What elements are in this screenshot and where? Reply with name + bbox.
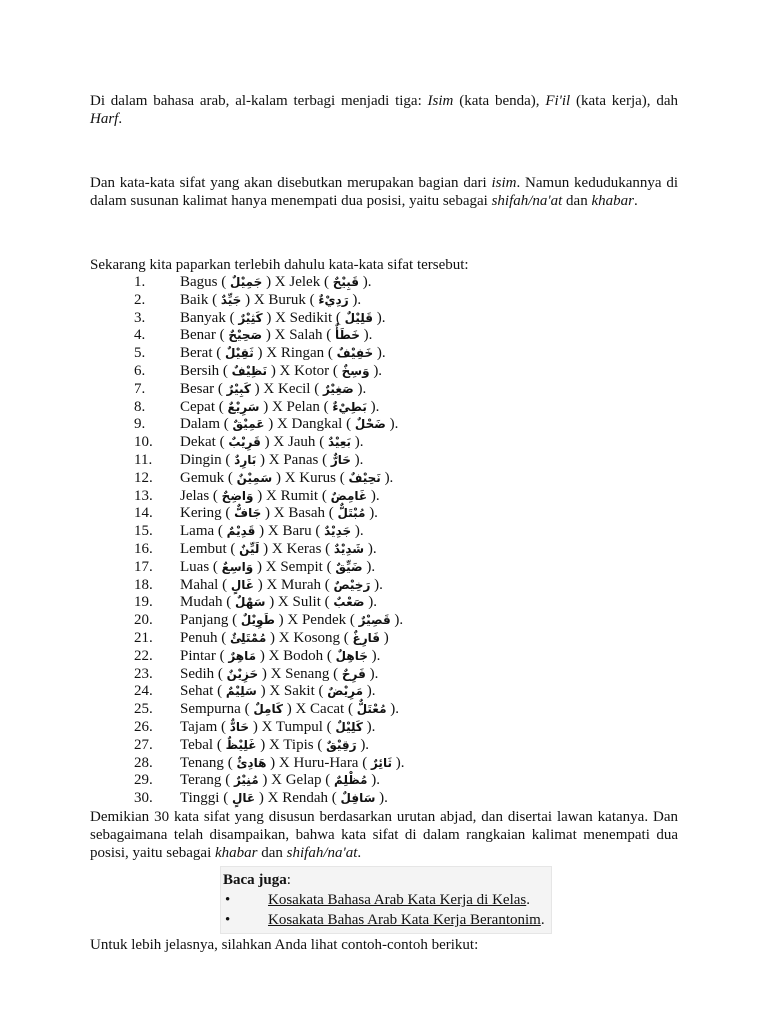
item-word: Tebal [180, 736, 214, 753]
item-opposite: Tipis [283, 736, 314, 753]
item-word: Kering [180, 505, 222, 522]
item-entry: Benar ( صَحِيْحٌ ) X Salah ( خَطَأٌ ). [180, 327, 373, 344]
item-entry: Berat ( ثَقِيْلٌ ) X Ringan ( خَفِيْفٌ ). [180, 345, 386, 362]
item-arabic: مُمْتَلِئٌ [230, 630, 267, 645]
item-number: 18. [134, 576, 153, 593]
item-entry: Tebal ( غَلِيْظٌ ) X Tipis ( رَقِيْقٌ ). [180, 736, 370, 753]
closing-paragraph: Untuk lebih jelasnya, silahkan Anda lihat contoh-contoh berikut: [90, 936, 479, 953]
term-isim: Isim [427, 93, 454, 109]
item-arabic: طَوِيْلٌ [240, 613, 275, 628]
link-end-punct: . [526, 891, 530, 908]
item-word: Berat [180, 345, 213, 362]
item-word: Banyak [180, 309, 226, 326]
item-end: ). [384, 469, 394, 486]
list-item [90, 310, 678, 328]
bullet-icon: • [225, 891, 231, 908]
intro-text-2: (kata benda), [453, 93, 546, 109]
list-item [90, 612, 678, 630]
item-entry: Lama ( قَدِيْمٌ ) X Baru ( جَدِيْدٌ ). [180, 523, 364, 540]
list-item [90, 737, 678, 755]
item-end: ). [352, 291, 362, 308]
item-number: 30. [134, 790, 153, 807]
item-arabic: جَيِّدٌ [220, 292, 242, 307]
item-number: 4. [134, 327, 146, 344]
link-kata-kerja-berantonim[interactable]: Kosakata Bahas Arab Kata Kerja Berantonim [268, 911, 541, 928]
item-end: ). [367, 540, 377, 557]
item-word: Tajam [180, 718, 218, 735]
item-arabic-opposite: جَاهِلٌ [335, 648, 368, 663]
item-end: ). [368, 594, 377, 611]
item-number: 29. [134, 772, 153, 789]
item-entry: Sehat ( سَلِيْمٌ ) X Sakit ( مَرِيْضٌ ). [180, 683, 376, 700]
item-arabic: هَادِئٌ [236, 755, 267, 770]
item-end: ). [363, 327, 373, 344]
read-also-title-text: Baca juga [223, 871, 287, 888]
list-item [90, 648, 678, 666]
item-opposite: Tumpul [275, 718, 323, 735]
item-opposite: Gelap [285, 772, 322, 789]
item-arabic-opposite: ثَائِرٌ [370, 755, 392, 770]
item-number: 26. [134, 718, 153, 735]
item-opposite: Sedikit [289, 309, 333, 326]
list-item [90, 541, 678, 559]
list-item [90, 790, 678, 808]
item-number: 12. [134, 469, 153, 486]
list-item [90, 666, 678, 684]
item-arabic-opposite: بَطِيْءٌ [332, 399, 367, 414]
item-word: Terang [180, 772, 222, 789]
item-arabic: سَهْلٌ [235, 595, 266, 610]
list-item [90, 772, 678, 790]
item-word: Sempurna [180, 701, 241, 718]
item-word: Bersih [180, 362, 220, 379]
read-also-item [221, 890, 551, 910]
item-entry: Tenang ( هَادِئٌ ) X Huru-Hara ( ثَائِرٌ ). [180, 754, 405, 771]
item-arabic-opposite: قَلِيْلٌ [344, 310, 374, 325]
item-word: Penuh [180, 629, 218, 646]
intro-paragraph [90, 92, 678, 128]
item-arabic: حَزِيْنٌ [226, 666, 259, 681]
item-arabic-opposite: حَارٌّ [330, 452, 351, 467]
item-entry: Cepat ( سَرِيْعٌ ) X Pelan ( بَطِيْءٌ ). [180, 398, 380, 415]
item-arabic-opposite: مُظْلِمٌ [334, 773, 368, 788]
item-arabic: كَامِلٌ [253, 702, 283, 717]
item-number: 24. [134, 683, 153, 700]
link-end-punct: . [540, 911, 545, 928]
item-arabic: قَرِيْبٌ [228, 435, 261, 450]
item-number: 7. [134, 380, 146, 397]
list-item [90, 488, 678, 506]
list-item [90, 505, 678, 523]
item-number: 27. [134, 736, 153, 753]
list-item [90, 416, 678, 434]
read-also-colon: : [286, 871, 291, 888]
item-arabic-opposite: كَلِيْلٌ [335, 719, 363, 734]
item-word: Sedih [180, 665, 215, 682]
list-item [90, 345, 678, 363]
item-opposite: Jelek [289, 274, 321, 290]
item-end: ). [390, 701, 399, 718]
term-khabar: khabar [591, 193, 634, 209]
item-number: 15. [134, 523, 153, 540]
item-opposite: Basah [288, 505, 325, 522]
item-arabic-opposite: فَرِحٌ [341, 666, 366, 681]
list-item [90, 399, 678, 417]
item-end: ). [370, 398, 380, 415]
list-item [90, 630, 678, 648]
para4-text-1: Demikian 30 kata sifat yang disusun berdasarkan urutan abjad, dan disertai lawan katanya. Dan sebagaimana telah disampaikan, bahwa kata sifat di dalam rangkaian kalimat menempati dua posisi, yaitu sebagai [90, 808, 678, 861]
item-number: 8. [134, 398, 146, 415]
item-opposite: Sulit [292, 594, 321, 611]
item-opposite: Panas [283, 451, 319, 468]
list-item [90, 452, 678, 470]
item-entry: Panjang ( طَوِيْلٌ ) X Pendek ( قَصِيْرٌ ). [180, 612, 404, 629]
item-arabic: مَاهِرٌ [228, 648, 257, 663]
item-end: ). [354, 451, 364, 468]
item-end: ). [394, 612, 404, 629]
item-arabic-opposite: صَعْبٌ [333, 595, 365, 610]
item-arabic-opposite: ضَحْلٌ [354, 417, 386, 432]
term-harf: Harf [90, 111, 119, 127]
item-end: ). [360, 736, 370, 753]
term-khabar-2: khabar [214, 844, 258, 861]
item-number: 21. [134, 629, 153, 646]
item-entry: Sedih ( حَزِيْنٌ ) X Senang ( فَرِحٌ ). [180, 665, 379, 682]
para2-text-3: dan [562, 193, 592, 209]
item-arabic: عَمِيْقٌ [232, 417, 265, 432]
item-opposite: Buruk [268, 291, 306, 308]
item-end: ). [389, 416, 399, 433]
item-word: Mahal [180, 576, 219, 593]
item-arabic: غَلِيْظٌ [225, 737, 257, 752]
item-number: 9. [134, 416, 146, 433]
read-also-title [221, 870, 551, 890]
item-arabic: مُنِيْرٌ [233, 773, 259, 788]
para4-text-2: dan [257, 844, 287, 861]
item-arabic-opposite: خَفِيْفٌ [336, 346, 374, 361]
item-word: Mudah [180, 594, 223, 611]
item-number: 25. [134, 701, 153, 718]
list-item [90, 292, 678, 310]
item-end: ). [374, 576, 383, 593]
item-number: 11. [134, 451, 153, 468]
list-item [90, 719, 678, 737]
item-opposite: Cacat [310, 701, 345, 718]
item-opposite: Baru [282, 523, 312, 540]
item-arabic: جَمِيْلٌ [230, 275, 263, 289]
item-word: Benar [180, 327, 216, 344]
item-end: ). [376, 309, 386, 326]
document-page [90, 92, 678, 954]
list-item [90, 470, 678, 488]
item-number: 28. [134, 754, 153, 771]
item-opposite: Kecil [277, 380, 311, 397]
item-opposite: Kurus [299, 469, 336, 486]
item-number: 5. [134, 345, 146, 362]
item-opposite: Ringan [280, 345, 325, 362]
item-arabic: غَالٍ [230, 577, 254, 592]
item-entry: Banyak ( كَثِيْرٌ ) X Sedikit ( قَلِيْلٌ ). [180, 309, 386, 326]
list-item [90, 381, 678, 399]
item-number: 2. [134, 291, 146, 308]
item-entry: Penuh ( مُمْتَلِئٌ ) X Kosong ( فَارِغٌ ) [180, 629, 389, 646]
item-arabic: كَثِيْرٌ [238, 310, 263, 325]
intro-text-1: Di dalam bahasa arab, al-kalam terbagi menjadi tiga: [90, 93, 428, 109]
item-arabic-opposite: رَدِيْءٌ [318, 292, 349, 307]
adjective-list [90, 274, 678, 808]
item-end: ). [354, 434, 364, 451]
item-opposite: Rumit [280, 487, 319, 504]
read-also-item [221, 910, 551, 930]
item-entry: Tajam ( حَادٌّ ) X Tumpul ( كَلِيْلٌ ). [180, 718, 376, 735]
item-word: Dalam [180, 416, 220, 433]
item-word: Luas [180, 558, 210, 575]
item-entry: Dekat ( قَرِيْبٌ ) X Jauh ( بَعِيْدٌ ). [180, 434, 364, 451]
item-number: 23. [134, 665, 153, 682]
item-entry: Gemuk ( سَمِيْنٌ ) X Kurus ( نَحِيْفٌ ). [180, 469, 394, 486]
item-opposite: Pendek [301, 612, 347, 629]
item-arabic-opposite: ضَيِّقٌ [335, 559, 363, 574]
item-entry: Luas ( وَاسِعٌ ) X Sempit ( ضَيِّقٌ ). [180, 558, 376, 575]
item-arabic: سَرِيْعٌ [227, 399, 260, 414]
term-shifah-2: shifah/na'at [286, 844, 358, 861]
item-word: Baik [180, 291, 209, 308]
item-end: ). [395, 754, 405, 771]
item-end: ). [354, 523, 364, 540]
list-item [90, 434, 678, 452]
item-arabic-opposite: وَسِخٌ [341, 363, 370, 378]
item-word: Cepat [180, 398, 215, 415]
item-arabic: جَافٌّ [234, 506, 262, 521]
item-opposite: Senang [285, 665, 330, 682]
item-number: 6. [134, 362, 146, 379]
term-shifah: shifah/na'at [491, 193, 563, 209]
item-arabic: قَدِيْمٌ [226, 524, 256, 539]
item-opposite: Salah [289, 327, 323, 344]
item-arabic: عَالٍ [231, 791, 256, 806]
item-word: Tinggi [180, 790, 220, 807]
item-opposite: Kotor [294, 362, 330, 379]
item-arabic-opposite: مُعْتَلٌّ [356, 702, 387, 717]
item-arabic-opposite: جَدِيْدٌ [324, 524, 352, 539]
item-entry: Tinggi ( عَالٍ ) X Rendah ( سَافِلٌ ). [180, 790, 388, 807]
item-word: Lama [180, 523, 215, 540]
item-entry: Pintar ( مَاهِرٌ ) X Bodoh ( جَاهِلٌ ). [180, 647, 381, 664]
list-item [90, 683, 678, 701]
item-entry: Lembut ( لَيِّنٌ ) X Keras ( شَدِيْدٌ ). [180, 540, 377, 557]
item-opposite: Jauh [287, 434, 316, 451]
item-entry: Baik ( جَيِّدٌ ) X Buruk ( رَدِيْءٌ ). [180, 291, 362, 308]
item-arabic-opposite: رَخِيْصٌ [333, 577, 371, 592]
item-opposite: Keras [286, 540, 322, 557]
item-end: ). [369, 665, 379, 682]
item-number: 1. [134, 274, 146, 290]
item-number: 20. [134, 612, 153, 629]
item-word: Sehat [180, 683, 214, 700]
item-entry: Mudah ( سَهْلٌ ) X Sulit ( صَعْبٌ ). [180, 594, 377, 611]
item-end: ). [366, 683, 376, 700]
item-arabic-opposite: رَقِيْقٌ [326, 737, 357, 752]
item-arabic: صَحِيْحٌ [228, 328, 263, 343]
item-arabic-opposite: قَصِيْرٌ [358, 613, 391, 628]
item-opposite: Dangkal [291, 416, 343, 433]
item-word: Dingin [180, 451, 222, 468]
sifat-position-paragraph [90, 174, 678, 210]
term-isim-lower: isim [491, 175, 517, 191]
item-arabic-opposite: سَافِلٌ [340, 791, 376, 806]
item-arabic-opposite: بَعِيْدٌ [327, 435, 352, 450]
item-arabic: سَلِيْمٌ [225, 684, 257, 699]
item-entry: Sempurna ( كَامِلٌ ) X Cacat ( مُعْتَلٌّ ). [180, 701, 399, 718]
item-entry: Besar ( كَبِيْرٌ ) X Kecil ( صَغِيْرٌ ). [180, 380, 367, 397]
item-entry: Dalam ( عَمِيْقٌ ) X Dangkal ( ضَحْلٌ ). [180, 416, 399, 433]
item-word: Dekat [180, 434, 216, 451]
item-number: 16. [134, 540, 153, 557]
item-end: ). [362, 274, 372, 290]
item-opposite: Sempit [280, 558, 323, 575]
item-arabic: كَبِيْرٌ [226, 381, 251, 396]
item-end: ). [370, 487, 380, 504]
item-end: ). [366, 718, 376, 735]
item-end: ). [373, 362, 383, 379]
item-end: ). [376, 345, 386, 362]
list-item [90, 327, 678, 345]
summary-paragraph [90, 808, 678, 862]
item-opposite: Pelan [286, 398, 320, 415]
item-word: Besar [180, 380, 215, 397]
item-entry: Terang ( مُنِيْرٌ ) X Gelap ( مُظْلِمٌ ). [180, 772, 380, 789]
item-arabic: ثَقِيْلٌ [224, 346, 254, 361]
intro-text-4: . [118, 111, 123, 127]
item-opposite: Sakit [283, 683, 315, 700]
item-number: 19. [134, 594, 153, 611]
item-word: Bagus [180, 274, 218, 290]
item-arabic-opposite: خَطَأٌ [335, 328, 360, 343]
item-opposite: Rendah [282, 790, 329, 807]
list-item [90, 274, 678, 292]
para2-text-1: Dan kata-kata sifat yang akan disebutkan merupakan bagian dari [90, 175, 492, 191]
read-also-box [220, 866, 552, 934]
list-item [90, 363, 678, 381]
item-arabic-opposite: صَغِيْرٌ [322, 381, 354, 396]
item-arabic-opposite: شَدِيْدٌ [333, 541, 365, 556]
item-arabic: نَظِيْفٌ [231, 363, 268, 378]
term-fiil: Fi'il [545, 93, 571, 109]
item-entry: Mahal ( غَالٍ ) X Murah ( رَخِيْصٌ ). [180, 576, 383, 593]
item-arabic-opposite: مَرِيْضٌ [327, 684, 364, 699]
item-arabic-opposite: مُبْتَلٌّ [337, 506, 366, 521]
item-number: 22. [134, 647, 153, 664]
item-arabic: لَيِّنٌ [239, 541, 260, 556]
item-end: ). [371, 647, 381, 664]
item-arabic: سَمِيْنٌ [236, 470, 273, 485]
list-intro: Sekarang kita paparkan terlebih dahulu kata-kata sifat tersebut: [90, 257, 469, 273]
item-entry: Jelas ( وَاضِحٌ ) X Rumit ( غَامِضٌ ). [180, 487, 380, 504]
item-word: Lembut [180, 540, 227, 557]
list-item [90, 594, 678, 612]
list-item [90, 755, 678, 773]
list-item [90, 577, 678, 595]
para2-text-2: . Namun kedudukannya di dalam susunan kalimat hanya menempati dua posisi, yaitu sebagai [90, 175, 678, 209]
item-entry: Dingin ( بَارِدٌ ) X Panas ( حَارٌّ ). [180, 451, 364, 468]
item-end: ). [366, 558, 376, 575]
item-number: 17. [134, 558, 153, 575]
link-kata-kerja-di-kelas[interactable]: Kosakata Bahasa Arab Kata Kerja di Kelas [268, 891, 527, 908]
item-opposite: Huru-Hara [293, 754, 359, 771]
item-arabic-opposite: نَحِيْفٌ [348, 470, 381, 485]
para4-text-3: . [357, 844, 362, 861]
item-word: Tenang [180, 754, 224, 771]
item-end: ). [379, 790, 388, 807]
item-entry: Kering ( جَافٌّ ) X Basah ( مُبْتَلٌّ ). [180, 505, 378, 522]
item-end: ). [371, 772, 380, 789]
read-also-list [221, 890, 551, 930]
item-opposite: Kosong [293, 629, 341, 646]
item-arabic-opposite: قَبِيْحٌ [332, 275, 360, 289]
item-entry: Bersih ( نَظِيْفٌ ) X Kotor ( وَسِخٌ ). [180, 362, 383, 379]
item-arabic: وَاضِحٌ [221, 488, 254, 503]
item-opposite: Murah [281, 576, 322, 593]
item-word: Jelas [180, 487, 210, 504]
item-end: ). [357, 380, 367, 397]
list-item [90, 559, 678, 577]
item-opposite: Bodoh [283, 647, 324, 664]
item-word: Gemuk [180, 469, 225, 486]
item-number: 3. [134, 309, 146, 326]
item-end: ) [383, 629, 389, 646]
bullet-icon: • [225, 911, 231, 928]
para2-text-4: . [633, 193, 638, 209]
list-item [90, 701, 678, 719]
list-item [90, 523, 678, 541]
item-arabic: بَارِدٌ [234, 452, 257, 467]
item-arabic-opposite: غَامِضٌ [330, 488, 368, 503]
item-number: 14. [134, 505, 153, 522]
item-arabic-opposite: فَارِغٌ [352, 630, 380, 645]
item-word: Pintar [180, 647, 216, 664]
item-arabic: وَاسِعٌ [221, 559, 254, 574]
item-number: 13. [134, 487, 153, 504]
intro-text-3: (kata kerja), dah [570, 93, 678, 109]
item-number: 10. [134, 434, 153, 451]
item-arabic: حَادٌّ [229, 719, 250, 734]
item-end: ). [369, 505, 378, 522]
item-word: Panjang [180, 612, 229, 629]
item-entry: Bagus ( جَمِيْلٌ ) X Jelek ( قَبِيْحٌ ). [180, 274, 372, 290]
